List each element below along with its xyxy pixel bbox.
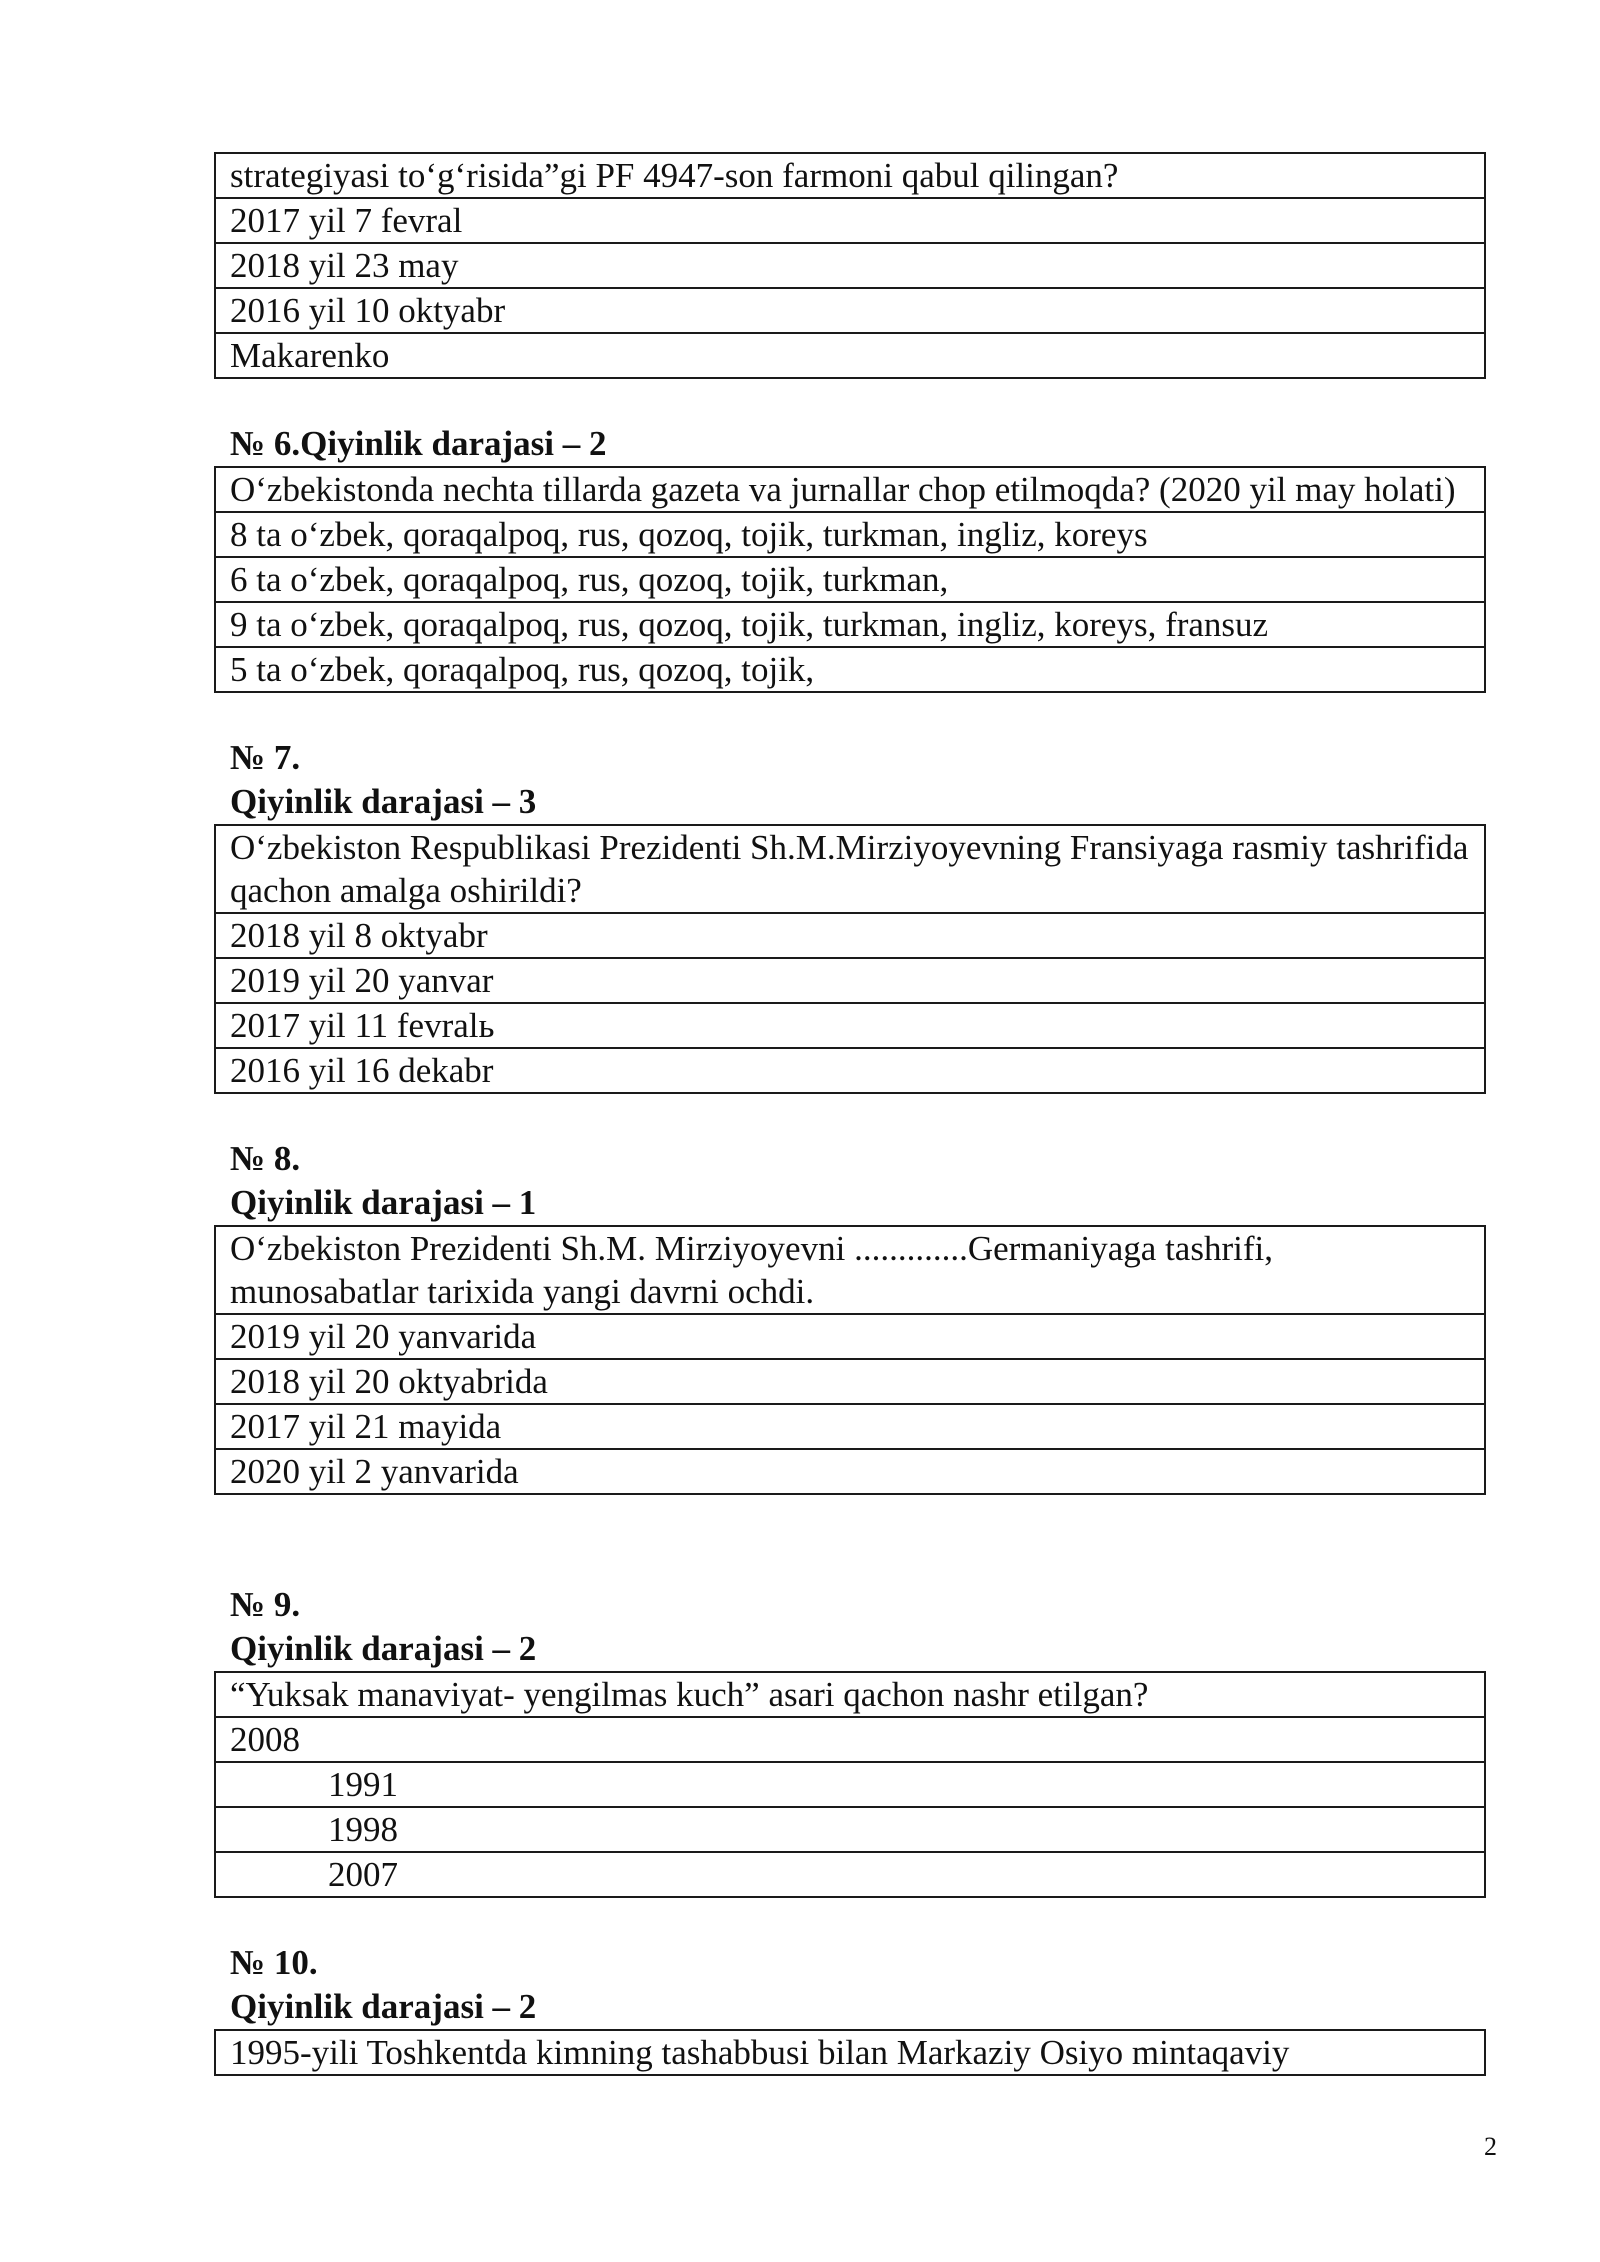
answer-option: 2016 yil 16 dekabr [215,1048,1485,1093]
question-text: O‘zbekistonda nechta tillarda gazeta va jurnallar chop etilmoqda? (2020 yil may holati) [215,467,1485,512]
table-row [215,1807,1485,1852]
question-9-number: № 9. [230,1585,301,1624]
table-row [215,288,1485,333]
question-8-number: № 8. [230,1139,301,1178]
table-row [215,333,1485,378]
table-row [215,1852,1485,1897]
answer-option: 2018 yil 23 may [215,243,1485,288]
question-6-heading: № 6.Qiyinlik darajasi – 2 [230,424,607,463]
table-row [215,1672,1485,1717]
answer-option: 2017 yil 7 fevral [215,198,1485,243]
table-row [215,512,1485,557]
answer-option: 2017 yil 21 mayida [215,1404,1485,1449]
question-8-table [214,1225,1486,1495]
table-row [215,1314,1485,1359]
table-row [215,198,1485,243]
question-7-table [214,824,1486,1094]
table-row [215,602,1485,647]
table-row [215,467,1485,512]
answer-option: 5 ta o‘zbek, qoraqalpoq, rus, qozoq, tojik, [215,647,1485,692]
answer-option: 2018 yil 20 oktyabrida [215,1359,1485,1404]
question-9-table [214,1671,1486,1898]
table-row [215,1717,1485,1762]
document-body [214,152,1486,2076]
answer-option: 1998 [215,1807,1485,1852]
table-row [215,243,1485,288]
question-10-number: № 10. [230,1943,318,1982]
table-row [215,1226,1485,1314]
table-row [215,958,1485,1003]
table-row [215,2030,1485,2075]
question-text: O‘zbekiston Prezidenti Sh.M. Mirziyoyevni .............Germaniyaga tashrifi, munosabatlar tarixida yangi davrni ochdi. [215,1226,1485,1314]
answer-option: 2019 yil 20 yanvarida [215,1314,1485,1359]
answer-option: 2007 [215,1852,1485,1897]
table-row [215,1762,1485,1807]
question-9-level: Qiyinlik darajasi – 2 [230,1629,537,1668]
question-7-number: № 7. [230,738,301,777]
question-5-table [214,152,1486,379]
question-text: “Yuksak manaviyat- yengilmas kuch” asari qachon nashr etilgan? [215,1672,1485,1717]
question-10-table [214,2029,1486,2076]
answer-option: 2020 yil 2 yanvarida [215,1449,1485,1494]
answer-option: 9 ta o‘zbek, qoraqalpoq, rus, qozoq, tojik, turkman, ingliz, koreys, fransuz [215,602,1485,647]
answer-option: 2017 yil 11 fevralь [215,1003,1485,1048]
table-row [215,647,1485,692]
table-row [215,1003,1485,1048]
table-row [215,1449,1485,1494]
question-8-level: Qiyinlik darajasi – 1 [230,1183,537,1222]
table-row [215,557,1485,602]
question-text: O‘zbekiston Respublikasi Prezidenti Sh.M.Mirziyoyevning Fransiyaga rasmiy tashrifida qachon amalga oshirildi? [215,825,1485,913]
question-10-level: Qiyinlik darajasi – 2 [230,1987,537,2026]
answer-option: 2008 [215,1717,1485,1762]
table-row [215,913,1485,958]
table-row [215,1404,1485,1449]
answer-option: 8 ta o‘zbek, qoraqalpoq, rus, qozoq, tojik, turkman, ingliz, koreys [215,512,1485,557]
answer-option: 1991 [215,1762,1485,1807]
answer-option: 2019 yil 20 yanvar [215,958,1485,1003]
table-row [215,1359,1485,1404]
answer-option: 2018 yil 8 oktyabr [215,913,1485,958]
question-text: strategiyasi to‘g‘risida”gi PF 4947-son farmoni qabul qilingan? [215,153,1485,198]
answer-option: 2016 yil 10 oktyabr [215,288,1485,333]
table-row [215,825,1485,913]
question-7-level: Qiyinlik darajasi – 3 [230,782,537,821]
answer-option: 6 ta o‘zbek, qoraqalpoq, rus, qozoq, tojik, turkman, [215,557,1485,602]
page-number: 2 [1484,2132,1497,2161]
table-row [215,153,1485,198]
answer-option: Makarenko [215,333,1485,378]
question-text: 1995-yili Toshkentda kimning tashabbusi bilan Markaziy Osiyo mintaqaviy [215,2030,1485,2075]
question-6-table [214,466,1486,693]
table-row [215,1048,1485,1093]
